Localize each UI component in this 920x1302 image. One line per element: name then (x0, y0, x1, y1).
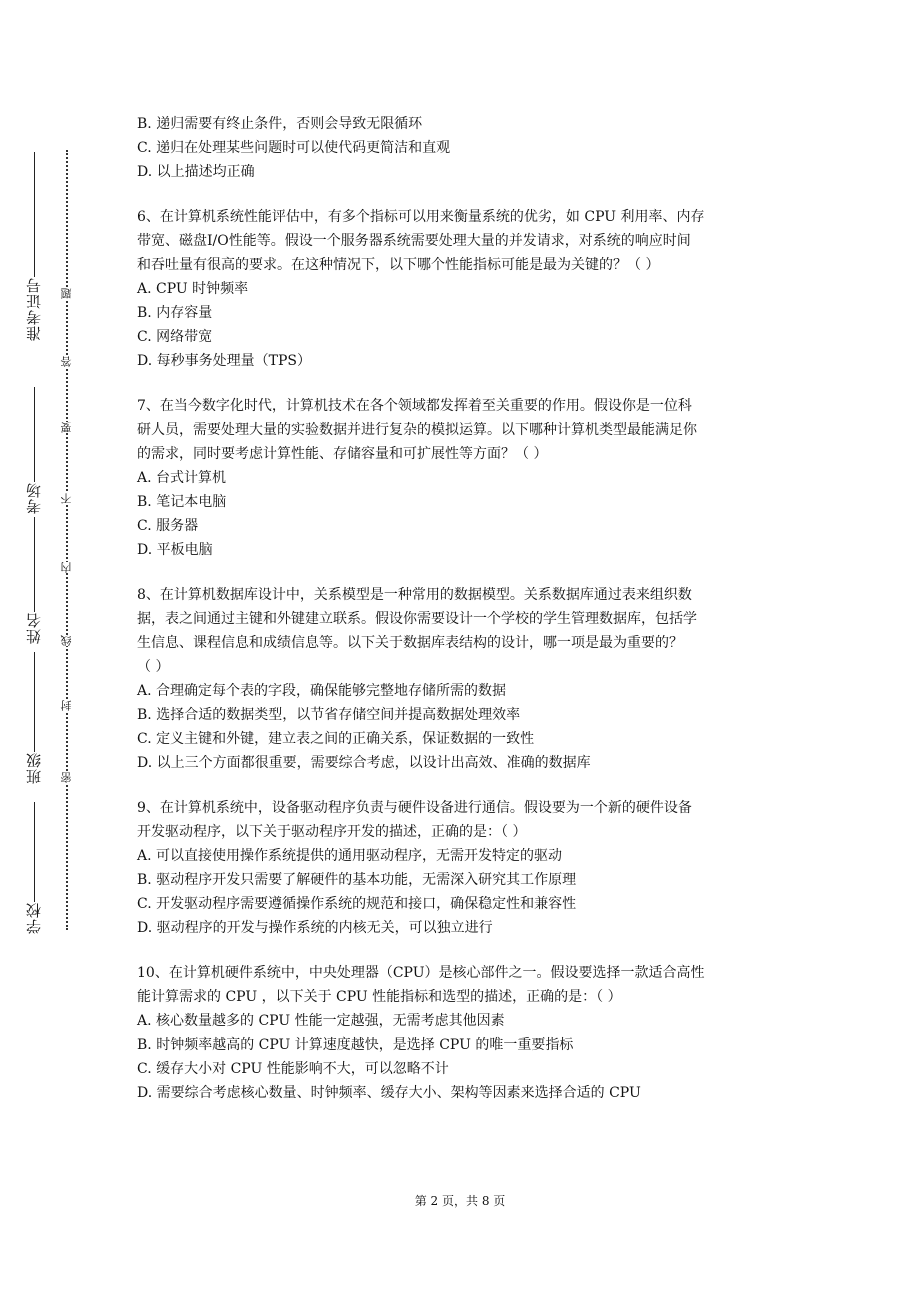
option-text: D. 平板电脑 (137, 542, 213, 558)
question-stem-line: 和吞吐量有很高的要求。在这种情况下，以下哪个性能指标可能是最为关键的？（ ） (137, 257, 660, 273)
option-text: C. 服务器 (137, 518, 199, 534)
option-text: B. 驱动程序开发只需要了解硬件的基本功能，无需深入研究其工作原理 (137, 872, 577, 888)
binding-margin (14, 150, 86, 950)
option-text: C. 开发驱动程序需要遵循操作系统的规范和接口，确保稳定性和兼容性 (137, 896, 577, 912)
option-text: B. 内存容量 (137, 305, 213, 321)
option-text: A. CPU 时钟频率 (137, 281, 249, 297)
option-text: A. 合理确定每个表的字段，确保能够完整地存储所需的数据 (137, 683, 507, 699)
seal-dotted-line (66, 150, 69, 930)
question-stem-line: 7、在当今数字化时代，计算机技术在各个领域都发挥着至关重要的作用。假设你是一位科 (137, 398, 692, 414)
question-stem-line: 的需求，同时要考虑计算性能、存储容量和可扩展性等方面？（ ） (137, 446, 548, 462)
seal-char: 封 (60, 700, 73, 711)
option-text: D. 每秒事务处理量（TPS） (137, 353, 311, 369)
field-school-underline (34, 802, 35, 902)
field-ticket-number-underline (34, 152, 35, 277)
student-info-fields (14, 150, 54, 950)
seal-char: 答 (60, 356, 73, 367)
question-stem-line: 生信息、课程信息和成绩信息等。以下关于数据库表结构的设计，哪一项是最为重要的？ (137, 635, 683, 651)
option-text: B. 时钟频率越高的 CPU 计算速度越快，是选择 CPU 的唯一重要指标 (137, 1037, 574, 1053)
field-exam-room-label: 考场 (25, 482, 43, 514)
question-stem-line: 9、在计算机系统中，设备驱动程序负责与硬件设备进行通信。假设要为一个新的硬件设备 (137, 800, 692, 816)
field-class-underline (34, 652, 35, 752)
question-8 (137, 583, 787, 775)
option-text: B. 选择合适的数据类型，以节省存储空间并提高数据处理效率 (137, 707, 521, 723)
field-exam-room (20, 385, 48, 514)
field-name (20, 515, 48, 644)
seal-char: 题 (60, 288, 73, 299)
question-stem-line: 6、在计算机系统性能评估中，有多个指标可以用来衡量系统的优劣，如 CPU 利用率、内存 (137, 209, 705, 225)
question-5-continued (137, 112, 787, 184)
option-text: D. 需要综合考虑核心数量、时钟频率、缓存大小、架构等因素来选择合适的 CPU (137, 1085, 641, 1101)
seal-char: 密 (60, 772, 73, 783)
field-school (20, 800, 48, 934)
option-text: D. 以上描述均正确 (137, 164, 255, 180)
option-text: C. 缓存大小对 CPU 性能影响不大，可以忽略不计 (137, 1061, 449, 1077)
question-stem-line: 10、在计算机硬件系统中，中央处理器（CPU）是核心部件之一。假设要选择一款适合高性 (137, 965, 705, 981)
option-text: C. 网络带宽 (137, 329, 213, 345)
option-text: B. 笔记本电脑 (137, 494, 227, 510)
option-text: C. 定义主键和外键，建立表之间的正确关系，保证数据的一致性 (137, 731, 535, 747)
field-class-label: 班级 (25, 752, 43, 784)
question-stem-line: 8、在计算机数据库设计中，关系模型是一种常用的数据模型。关系数据库通过表来组织数 (137, 587, 692, 603)
page-number: 第 2 页，共 8 页 (414, 1194, 506, 1208)
option-text: A. 核心数量越多的 CPU 性能一定越强，无需考虑其他因素 (137, 1013, 505, 1029)
question-stem-line: 带宽、磁盘I/O性能等。假设一个服务器系统需要处理大量的并发请求，对系统的响应时间 (137, 233, 691, 249)
option-text: A. 台式计算机 (137, 470, 227, 486)
field-name-label: 姓名 (25, 612, 43, 644)
seal-char: 不 (60, 493, 73, 504)
field-class (20, 650, 48, 784)
option-text: A. 可以直接使用操作系统提供的通用驱动程序，无需开发特定的驱动 (137, 848, 563, 864)
field-exam-room-underline (34, 387, 35, 482)
question-stem-line: （ ） (137, 659, 170, 675)
question-6 (137, 205, 787, 373)
question-10 (137, 961, 787, 1105)
question-stem-line: 据，表之间通过主键和外键建立联系。假设你需要设计一个学校的学生管理数据库，包括学 (137, 611, 697, 627)
field-ticket-number (20, 150, 48, 341)
question-stem-line: 开发驱动程序，以下关于驱动程序开发的描述，正确的是：（ ） (137, 824, 527, 840)
field-school-label: 学校 (25, 902, 43, 934)
option-text: C. 递归在处理某些问题时可以使代码更简洁和直观 (137, 140, 451, 156)
question-stem-line: 能计算需求的 CPU ，以下关于 CPU 性能指标和选型的描述，正确的是：（ ） (137, 989, 622, 1005)
field-ticket-number-label: 准考证号 (25, 277, 43, 341)
question-9 (137, 796, 787, 940)
exam-content (137, 112, 787, 1126)
question-7 (137, 394, 787, 562)
option-text: D. 驱动程序的开发与操作系统的内核无关，可以独立进行 (137, 920, 493, 936)
seal-char: 线 (60, 635, 73, 646)
field-name-underline (34, 517, 35, 612)
seal-char: 内 (60, 562, 73, 573)
option-text: D. 以上三个方面都很重要，需要综合考虑，以设计出高效、准确的数据库 (137, 755, 591, 771)
question-stem-line: 研人员，需要处理大量的实验数据并进行复杂的模拟运算。以下哪种计算机类型最能满足你 (137, 422, 697, 438)
seal-char: 要 (60, 422, 73, 433)
option-text: B. 递归需要有终止条件，否则会导致无限循环 (137, 116, 423, 132)
